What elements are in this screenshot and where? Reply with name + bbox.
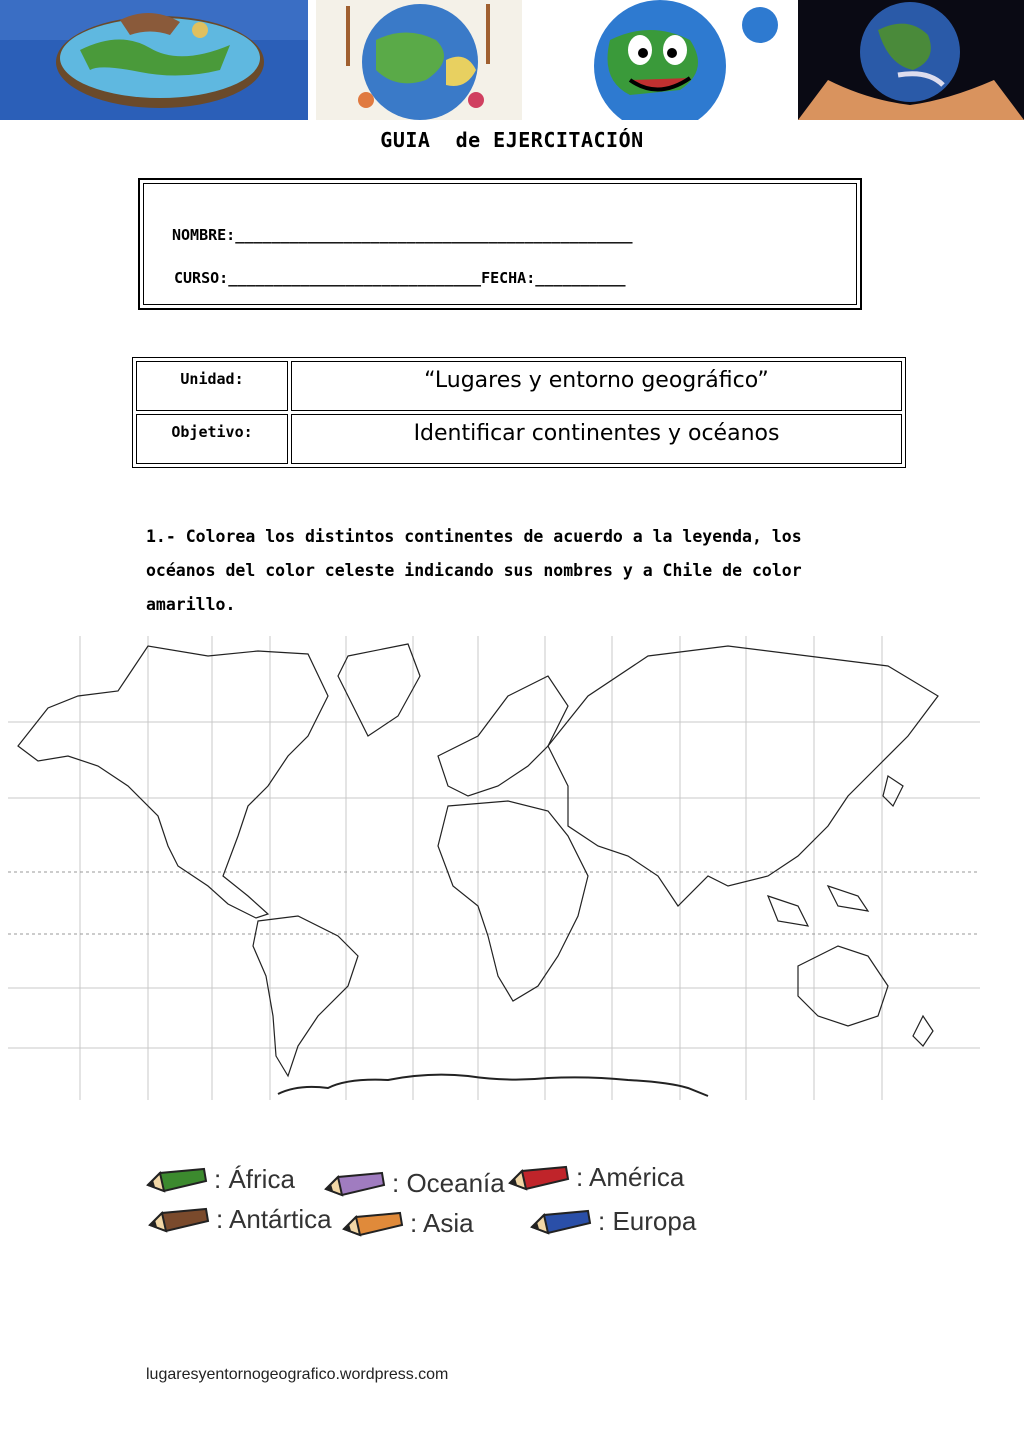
unit-objective-table (132, 357, 906, 468)
table-row (136, 414, 902, 464)
legend-label: : Asia (410, 1208, 474, 1238)
banner-image-flat-earth (0, 0, 308, 120)
pencil-icon (146, 1165, 208, 1195)
legend-label: : América (576, 1162, 685, 1192)
footer-url: lugaresyentornogeografico.wordpress.com (146, 1366, 449, 1383)
legend-label: : África (214, 1164, 295, 1194)
fecha-blank: __________ (535, 269, 626, 287)
legend-item-antartica (148, 1204, 332, 1235)
legend-label: : Europa (598, 1206, 697, 1236)
legend-item-oceania (324, 1168, 505, 1199)
pencil-icon (148, 1205, 210, 1235)
legend-item-america (508, 1162, 684, 1193)
world-map-outline (8, 636, 980, 1100)
table-row (136, 361, 902, 411)
page-title: GUIA de EJERCITACIÓN (380, 128, 644, 152)
unit-value: “Lugares y entorno geográfico” (291, 361, 902, 411)
color-legend (146, 1160, 718, 1246)
legend-label: : Oceanía (392, 1168, 505, 1198)
legend-item-africa (146, 1164, 295, 1195)
legend-item-asia (342, 1208, 474, 1239)
student-info-box (138, 178, 862, 310)
nombre-label: NOMBRE: (172, 226, 236, 244)
banner-image-world-children (316, 0, 522, 120)
pencil-icon (508, 1163, 570, 1193)
exercise-instruction: 1.- Colorea los distintos continentes de acuerdo a la leyenda, los océanos del color celeste indicando sus nombres y a Chile de color amarillo. (146, 527, 802, 614)
pencil-icon (530, 1207, 592, 1237)
nombre-field[interactable] (172, 226, 633, 244)
pencil-icon (342, 1209, 404, 1239)
legend-label: : Antártica (216, 1204, 332, 1234)
banner-image-earth-in-hands (798, 0, 1024, 120)
fecha-label: FECHA: (481, 269, 536, 287)
nombre-blank: ____________________________________________ (235, 226, 633, 244)
pencil-icon (324, 1169, 386, 1199)
unit-label: Unidad: (136, 361, 288, 411)
banner-image-cartoon-globe (540, 0, 790, 120)
legend-item-europa (530, 1206, 696, 1237)
curso-fecha-fields[interactable] (174, 269, 626, 287)
curso-label: CURSO: (174, 269, 229, 287)
objective-label: Objetivo: (136, 414, 288, 464)
curso-blank: ____________________________ (228, 269, 482, 287)
objective-value: Identificar continentes y océanos (291, 414, 902, 464)
